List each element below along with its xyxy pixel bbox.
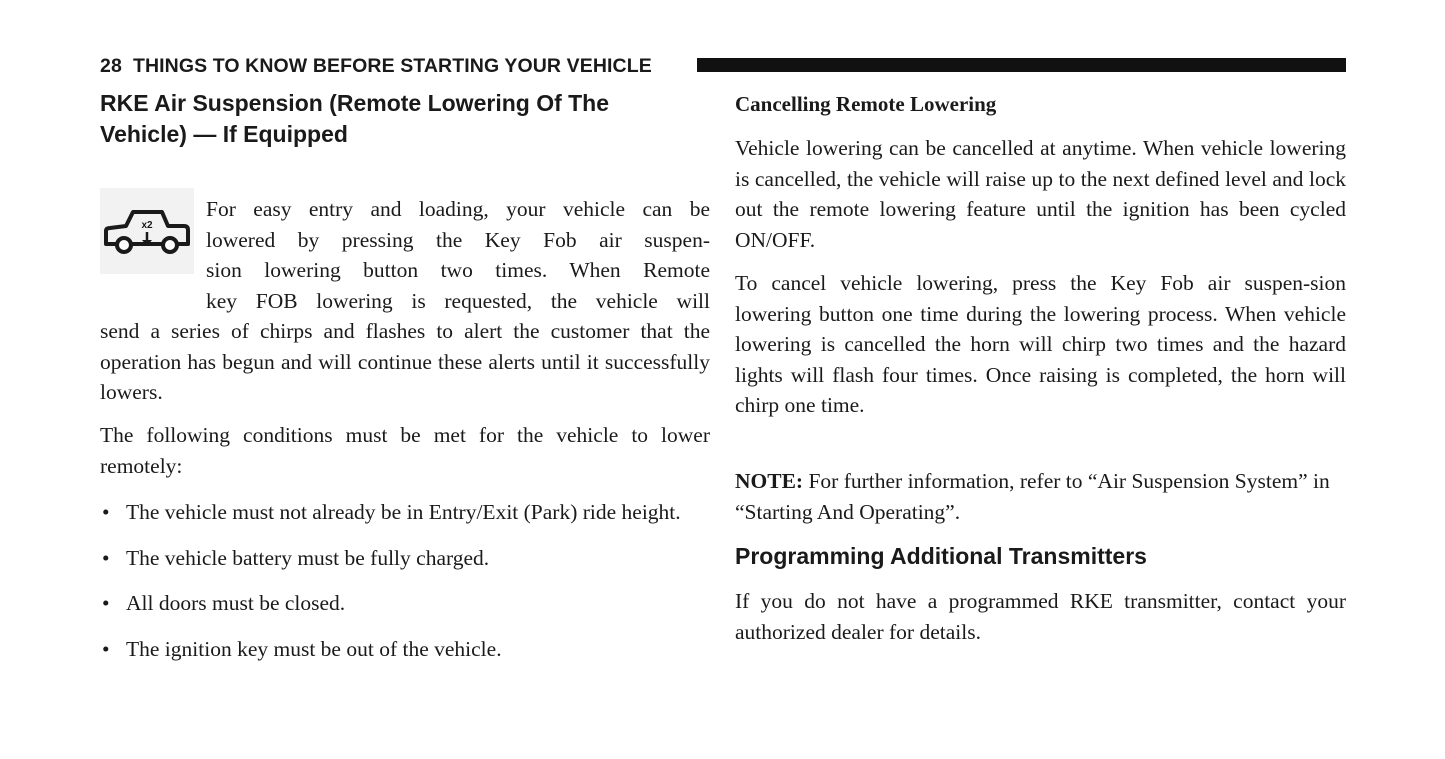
header-text: [100, 54, 652, 78]
rke-air-suspension-heading: RKE Air Suspension (Remote Lowering Of The Vehicle) — If Equipped: [100, 90, 610, 147]
intro-line-4: key FOB lowering is requested, the vehicle will: [206, 288, 710, 313]
programming-paragraph: If you do not have a programmed RKE transmitter, contact your authorized dealer for details.: [735, 589, 1346, 644]
cancel-paragraph-1: Vehicle lowering can be cancelled at anytime. When vehicle lowering is cancelled, the vehicle will raise up to the next defined level and lock out the remote lowering feature until the ignition has been cycled ON/OFF.: [735, 136, 1346, 252]
bullet-text: The ignition key must be out of the vehicle.: [126, 636, 502, 661]
bullet-marker: •: [102, 636, 110, 661]
conditions-intro: The following conditions must be met for the vehicle to lower remotely:: [100, 423, 710, 478]
list-item: [100, 543, 710, 574]
bullet-marker: •: [102, 591, 110, 615]
bullet-text: The vehicle battery must be fully charged.: [126, 545, 490, 570]
vehicle-lowering-icon: [100, 188, 194, 274]
cancelling-heading: Cancelling Remote Lowering: [735, 92, 997, 116]
conditions-list: [100, 497, 710, 664]
cancel-paragraph-2: To cancel vehicle lowering, press the Key Fob air suspen-sion lowering button one time during the lowering process. When vehicle lowering is cancelled the horn will chirp two times and the hazard lights will flash four times. Once raising is completed, the horn will chirp one time.: [735, 271, 1346, 417]
note-paragraph: [735, 466, 1346, 527]
bullet-text: All doors must be closed.: [126, 591, 346, 615]
bullet-text: The vehicle must not already be in Entry/Exit (Park) ride height.: [126, 500, 681, 524]
bullet-marker: •: [102, 545, 110, 570]
list-item: [100, 497, 710, 528]
note-label: NOTE:: [735, 469, 804, 493]
bullet-marker: •: [102, 500, 110, 524]
note-text: For further information, refer to “Air Suspension System” in “Starting And Operating”.: [735, 469, 1330, 524]
intro-line-1: For easy entry and loading, your vehicle can be: [206, 197, 710, 221]
programming-heading: Programming Additional Transmitters: [735, 543, 1147, 569]
vehicle-lowering-icon-graphic: [100, 188, 194, 274]
page-header: [100, 54, 1346, 78]
list-item: [100, 634, 710, 665]
list-item: [100, 588, 710, 619]
section-title: THINGS TO KNOW BEFORE STARTING YOUR VEHICLE: [132, 55, 652, 77]
intro-wrapped-lines: [206, 194, 710, 316]
intro-paragraph-rest: send a series of chirps and flashes to alert the customer that the operation has begun and will continue these alerts until it successfully lowers.: [100, 319, 710, 404]
intro-line-2: lowered by pressing the Key Fob air suspen-: [206, 227, 710, 252]
intro-line-3: sion lowering button two times. When Remote: [206, 258, 710, 282]
icon-label: x2: [141, 220, 153, 231]
header-rule: [697, 58, 1346, 72]
page-number: 28: [100, 55, 122, 77]
